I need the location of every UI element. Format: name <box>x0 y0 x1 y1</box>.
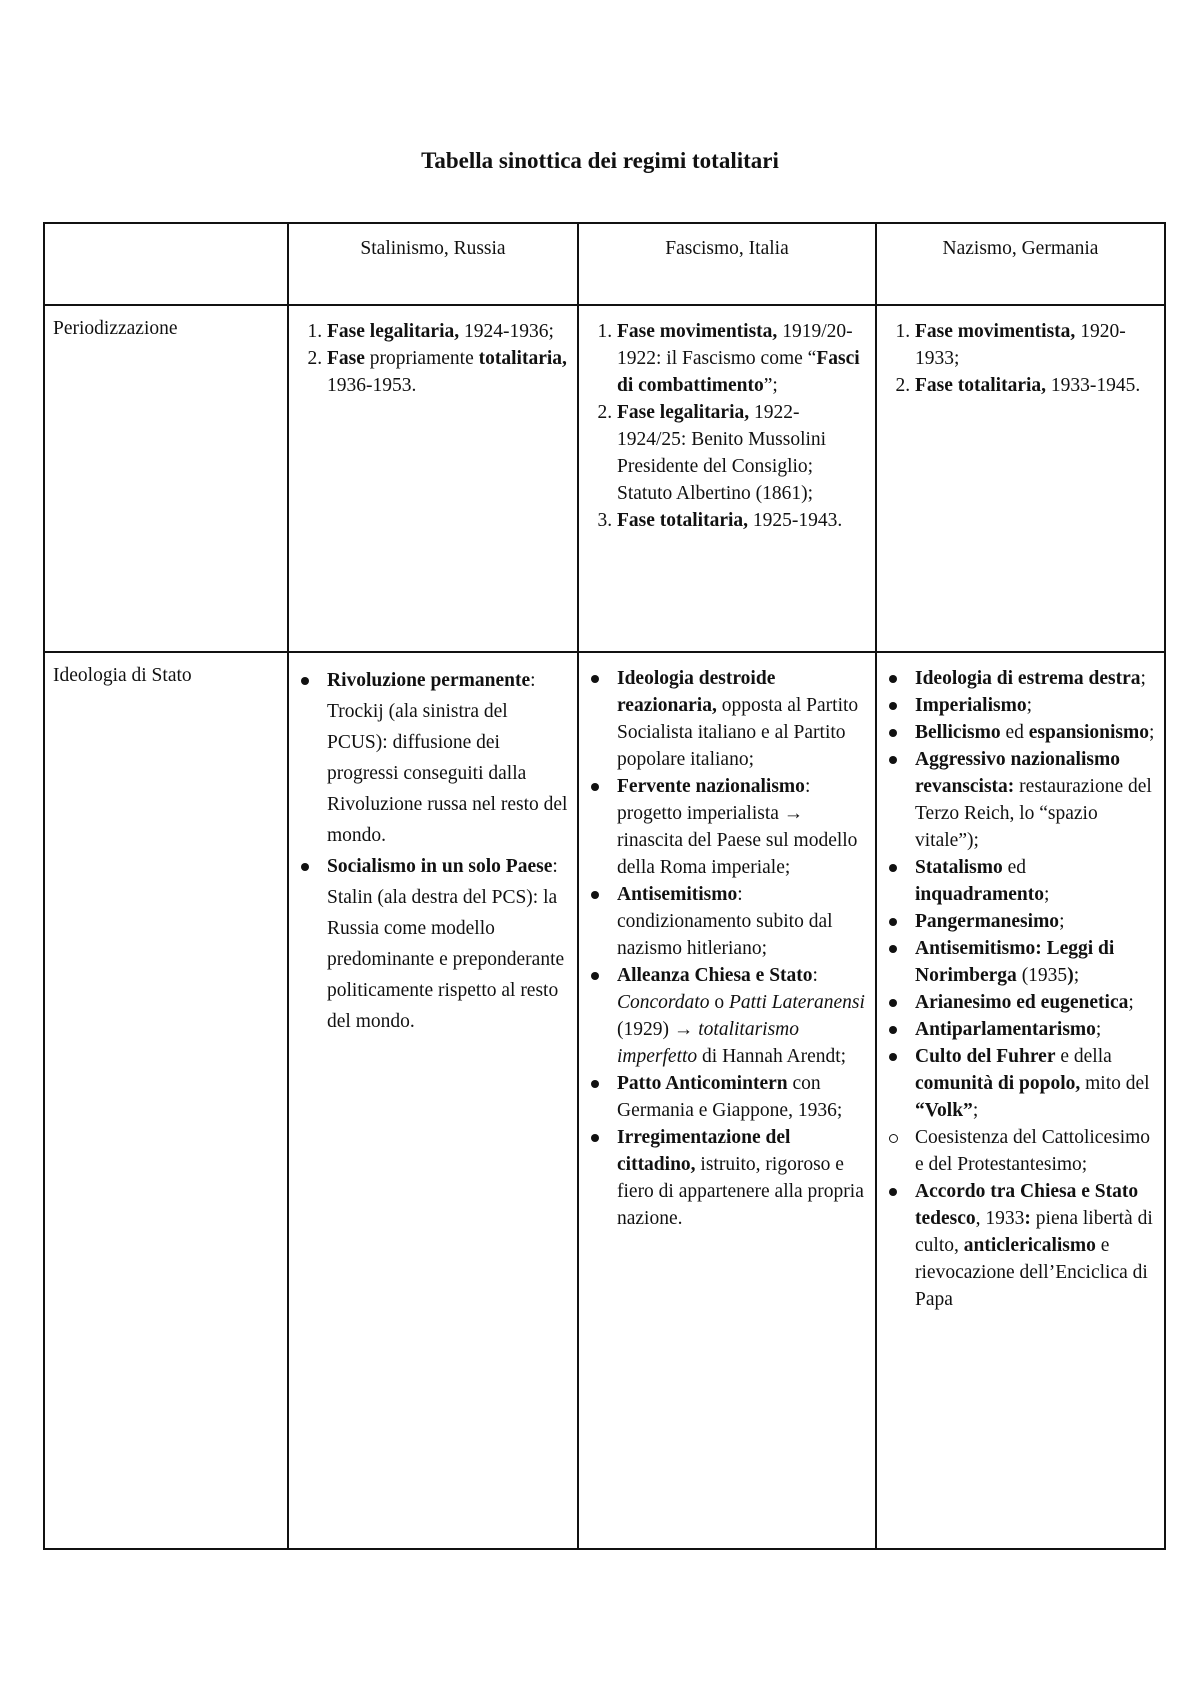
list-item: 1. Fase movimentista, 1919/20-1922: il Fascismo come “Fasci di combattimento”; <box>617 318 867 399</box>
cell-ideologia-russia <box>288 652 578 1549</box>
list-item: Antisemitismo: condizionamento subito dal nazismo hitleriano; <box>617 881 867 962</box>
list-item: Bellicismo ed espansionismo; <box>915 719 1156 746</box>
list-item: Arianesimo ed eugenetica; <box>915 989 1156 1016</box>
table-row-ideologia <box>44 652 1165 1549</box>
cell-periodizzazione-italia <box>578 305 876 652</box>
list-item: Socialismo in un solo Paese: Stalin (ala destra del PCS): la Russia come modello predominante e preponderante politicamente rispetto al resto del mondo. <box>327 851 569 1037</box>
page-title: Tabella sinottica dei regimi totalitari <box>421 148 779 173</box>
header-germania: Nazismo, Germania <box>876 223 1165 305</box>
list-item: Ideologia destroide reazionaria, opposta al Partito Socialista italiano e al Partito popolare italiano; <box>617 665 867 773</box>
header-russia: Stalinismo, Russia <box>288 223 578 305</box>
list-item: 2. Fase propriamente totalitaria, 1936-1953. <box>327 345 569 399</box>
list-item: Antisemitismo: Leggi di Norimberga (1935); <box>915 935 1156 989</box>
list-item: Irregimentazione del cittadino, istruito, rigoroso e fiero di appartenere alla propria nazione. <box>617 1124 867 1232</box>
list-item: Antiparlamentarismo; <box>915 1016 1156 1043</box>
list-item: Accordo tra Chiesa e Stato tedesco, 1933: piena libertà di culto, anticlericalismo e rievocazione dell’Enciclica di Papa <box>915 1178 1156 1313</box>
list-item: Culto del Fuhrer e della comunità di popolo, mito del “Volk”; <box>915 1043 1156 1124</box>
list-item: Imperialismo; <box>915 692 1156 719</box>
list-item: Fervente nazionalismo: progetto imperialista → rinascita del Paese sul modello della Roma imperiale; <box>617 773 867 881</box>
list-item: 1. Fase movimentista, 1920-1933; <box>915 318 1156 372</box>
table-header-row <box>44 223 1165 305</box>
header-empty-cell <box>44 223 288 305</box>
list-item: Ideologia di estrema destra; <box>915 665 1156 692</box>
list-item: 1. Fase legalitaria, 1924-1936; <box>327 318 569 345</box>
list-item: Patto Anticomintern con Germania e Giappone, 1936; <box>617 1070 867 1124</box>
table-row-periodizzazione <box>44 305 1165 652</box>
list-item: Statalismo ed inquadramento; <box>915 854 1156 908</box>
cell-ideologia-germania <box>876 652 1165 1549</box>
row-label-ideologia: Ideologia di Stato <box>44 652 288 1549</box>
list-item: Pangermanesimo; <box>915 908 1156 935</box>
row-label-periodizzazione: Periodizzazione <box>44 305 288 652</box>
header-italia: Fascismo, Italia <box>578 223 876 305</box>
list-item: Rivoluzione permanente: Trockij (ala sinistra del PCUS): diffusione dei progressi conseguiti dalla Rivoluzione russa nel resto del mondo. <box>327 665 569 851</box>
cell-periodizzazione-russia <box>288 305 578 652</box>
synoptic-table <box>43 222 1166 1550</box>
list-item: Aggressivo nazionalismo revanscista: restaurazione del Terzo Reich, lo “spazio vitale”); <box>915 746 1156 854</box>
list-item: 2. Fase legalitaria, 1922-1924/25: Benito Mussolini Presidente del Consiglio; Statuto Albertino (1861); <box>617 399 867 507</box>
list-item: Coesistenza del Cattolicesimo e del Protestantesimo; <box>915 1124 1156 1178</box>
cell-ideologia-italia <box>578 652 876 1549</box>
cell-periodizzazione-germania <box>876 305 1165 652</box>
list-item: 2. Fase totalitaria, 1933-1945. <box>915 372 1156 399</box>
list-item: Alleanza Chiesa e Stato: Concordato o Patti Lateranensi (1929) → totalitarismo imperfetto di Hannah Arendt; <box>617 962 867 1070</box>
list-item: 3. Fase totalitaria, 1925-1943. <box>617 507 867 534</box>
